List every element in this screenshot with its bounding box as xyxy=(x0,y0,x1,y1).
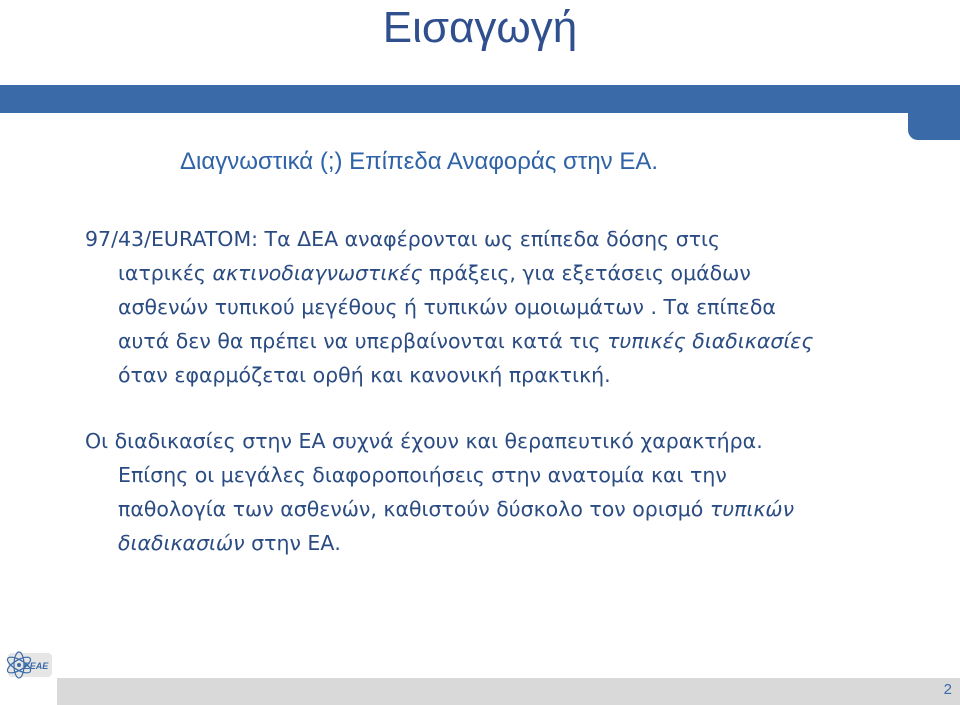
text-run: Επίσης οι μεγάλες διαφοροποιήσεις στην ανατομία και την xyxy=(118,463,727,487)
logo-text: ΕΕΑΕ xyxy=(23,661,49,671)
text-run: στην ΕΑ. xyxy=(244,531,341,555)
footer-bar xyxy=(57,678,960,705)
text-run: όταν εφαρμόζεται ορθή και κανονική πρακτική. xyxy=(118,363,611,387)
text-run: ιατρικές xyxy=(118,261,213,285)
text-run: ασθενών τυπικού μεγέθους ή τυπικών ομοιωμάτων . Τα επίπεδα xyxy=(118,295,776,319)
paragraph-line xyxy=(85,324,895,358)
paragraph-line xyxy=(85,222,895,256)
paragraph-line xyxy=(85,458,905,492)
text-run: πράξεις, για εξετάσεις ομάδων xyxy=(422,261,751,285)
title-band xyxy=(0,85,930,113)
atom-core xyxy=(17,663,21,667)
slide-subtitle: Διαγνωστικά (;) Επίπεδα Αναφοράς στην ΕΑ. xyxy=(180,148,659,175)
text-run: 97/43/EURATOM: Τα ΔΕΑ αναφέρονται ως επίπεδα δόσης στις xyxy=(85,227,721,251)
paragraph-line xyxy=(85,424,905,458)
eeae-logo-icon xyxy=(2,645,54,685)
italic-text-run: τυπικών xyxy=(709,497,795,521)
text-run: παθολογία των ασθενών, καθιστούν δύσκολο τον ορισμό xyxy=(118,497,710,521)
italic-text-run: διαδικασιών xyxy=(118,531,245,555)
italic-text-run: ακτινοδιαγνωστικές xyxy=(212,261,423,285)
title-band-tab xyxy=(908,85,960,140)
paragraph-procedures xyxy=(85,424,905,560)
slide-title: Εισαγωγή xyxy=(382,3,578,52)
paragraph-line xyxy=(85,526,905,560)
paragraph-euratom xyxy=(85,222,895,392)
text-run: Οι διαδικασίες στην ΕΑ συχνά έχουν και θεραπευτικό χαρακτήρα. xyxy=(85,429,763,453)
paragraph-line xyxy=(85,358,895,392)
paragraph-line xyxy=(85,256,895,290)
italic-text-run: τυπικές διαδικασίες xyxy=(607,329,814,353)
paragraph-line xyxy=(85,492,905,526)
page-number: 2 xyxy=(943,681,952,698)
text-run: αυτά δεν θα πρέπει να υπερβαίνονται κατά τις xyxy=(118,329,608,353)
paragraph-line xyxy=(85,290,895,324)
